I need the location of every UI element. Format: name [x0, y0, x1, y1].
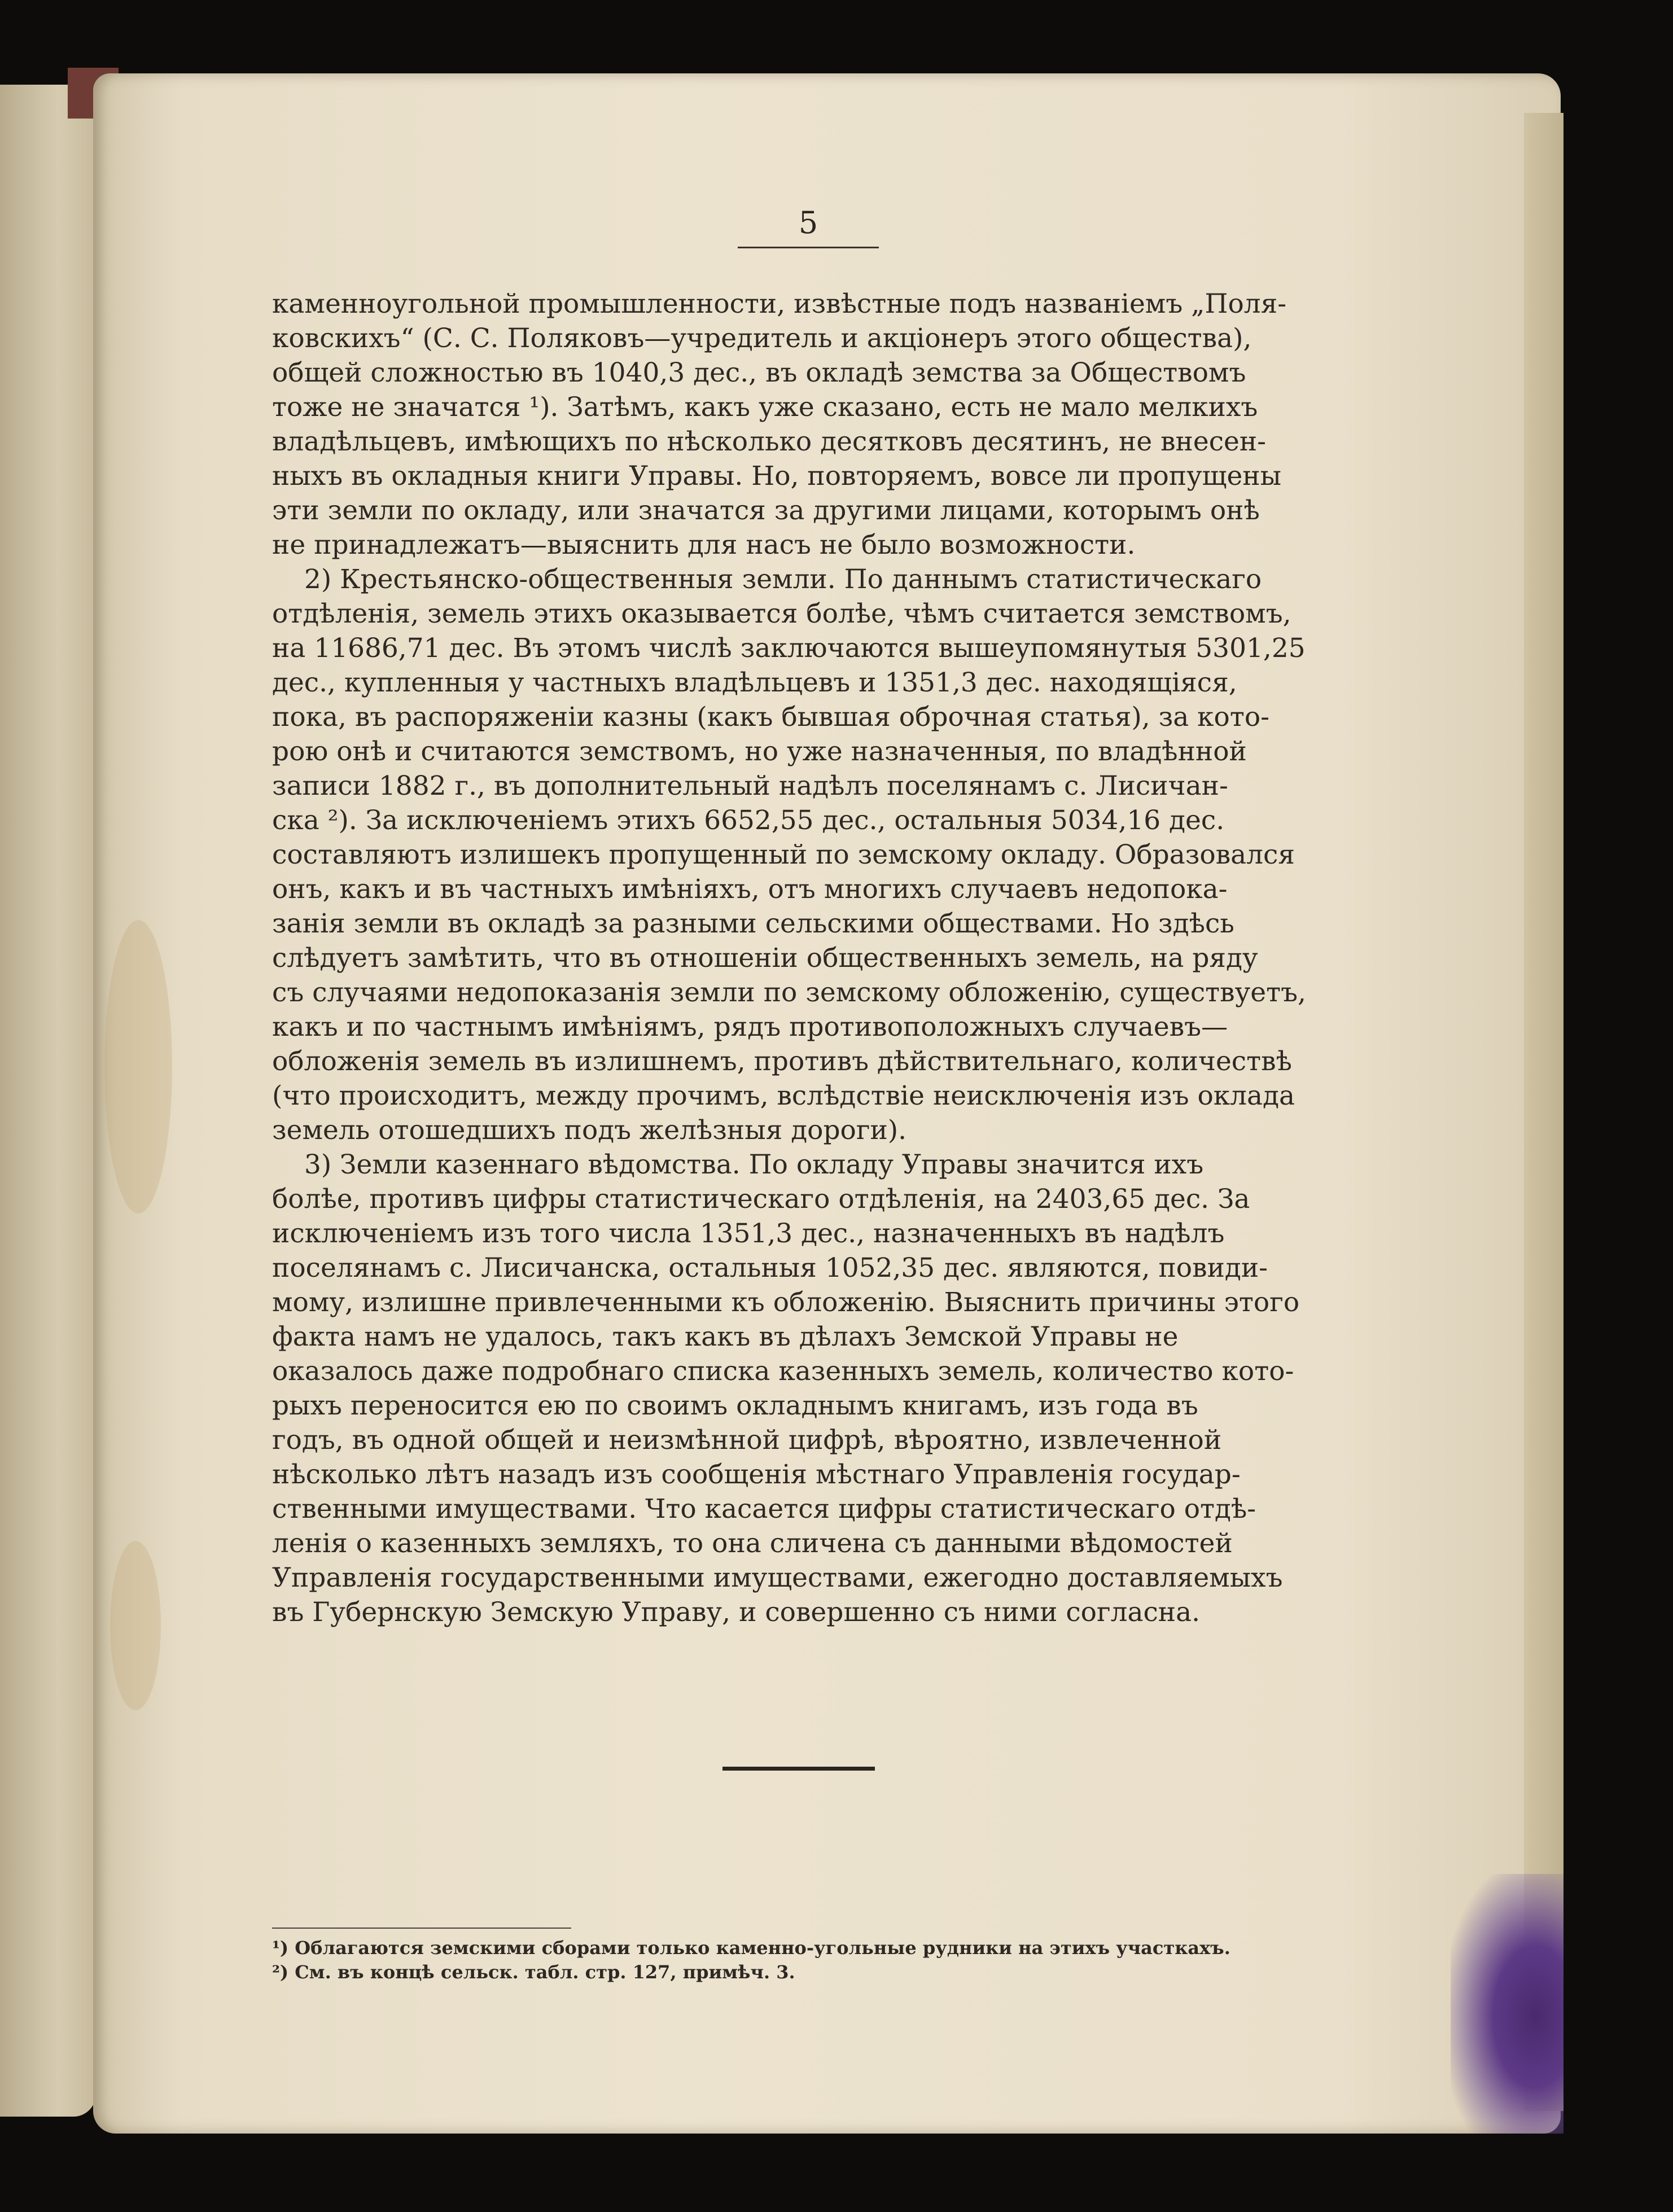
text-line: отдѣленія, земель этихъ оказывается болѣе, чѣмъ считается земствомъ,	[272, 598, 1291, 629]
section-end-rule	[722, 1767, 875, 1771]
footnotes	[272, 1936, 1344, 1985]
text-line: мому, излишне привлеченными къ обложенію. Выяснить причины этого	[272, 1287, 1300, 1318]
text-line: ственными имуществами. Что касается цифры статистическаго отдѣ-	[272, 1493, 1256, 1525]
text-line: нѣсколько лѣтъ назадъ изъ сообщенія мѣстнаго Управленія государ-	[272, 1459, 1241, 1490]
text-line: обложенія земель въ излишнемъ, противъ дѣйствительнаго, количествѣ	[272, 1046, 1292, 1077]
text-line: болѣе, противъ цифры статистическаго отдѣленія, на 2403,65 дес. За	[272, 1184, 1250, 1215]
text-line: ныхъ въ окладныя книги Управы. Но, повторяемъ, вовсе ли пропущены	[272, 461, 1282, 492]
page-stack-edge	[1524, 113, 1563, 2111]
footnote: ²) См. въ концѣ сельск. табл. стр. 127, примѣч. 3.	[272, 1961, 795, 1983]
text-line: поселянамъ с. Лисичанска, остальныя 1052,35 дес. являются, повиди-	[272, 1252, 1268, 1284]
text-line: земель отошедшихъ подъ желѣзныя дороги).	[272, 1115, 907, 1146]
text-line: въ Губернскую Земскую Управу, и совершенно съ ними согласна.	[272, 1597, 1201, 1628]
text-line: какъ и по частнымъ имѣніямъ, рядъ противоположныхъ случаевъ—	[272, 1011, 1228, 1043]
water-stain	[110, 1541, 161, 1710]
text-line: занія земли въ окладѣ за разными сельскими обществами. Но здѣсь	[272, 908, 1234, 939]
text-line: онъ, какъ и въ частныхъ имѣніяхъ, отъ многихъ случаевъ недопока-	[272, 874, 1228, 905]
body-text	[272, 287, 1336, 1630]
text-line: рыхъ переносится ею по своимъ окладнымъ книгамъ, изъ года въ	[272, 1390, 1198, 1421]
text-line: каменноугольной промышленности, извѣстные подъ названіемъ „Поля-	[272, 288, 1287, 319]
text-line: 3) Земли казеннаго вѣдомства. По окладу Управы значится ихъ	[304, 1149, 1204, 1180]
footnote-rule	[272, 1928, 571, 1929]
text-line: ленія о казенныхъ земляхъ, то она сличена съ данными вѣдомостей	[272, 1528, 1233, 1559]
text-line: Управленія государственными имуществами, ежегодно доставляемыхъ	[272, 1562, 1283, 1593]
text-line: записи 1882 г., въ дополнительный надѣлъ поселянамъ с. Лисичан-	[272, 770, 1228, 801]
text-line: общей сложностью въ 1040,3 дес., въ окладѣ земства за Обществомъ	[272, 357, 1246, 388]
text-line: 2) Крестьянско-общественныя земли. По даннымъ статистическаго	[304, 564, 1262, 595]
ink-stain	[1451, 1874, 1563, 2134]
text-line: исключеніемъ изъ того числа 1351,3 дес., назначенныхъ въ надѣлъ	[272, 1218, 1225, 1249]
facing-page-edge	[0, 85, 96, 2117]
text-line: тоже не значатся ¹). Затѣмъ, какъ уже сказано, есть не мало мелкихъ	[272, 392, 1258, 423]
text-line: рою онѣ и считаются земствомъ, но уже назначенныя, по владѣнной	[272, 736, 1247, 767]
text-line: слѣдуетъ замѣтить, что въ отношеніи общественныхъ земель, на ряду	[272, 943, 1258, 974]
text-line: владѣльцевъ, имѣющихъ по нѣсколько десятковъ десятинъ, не внесен-	[272, 426, 1267, 457]
text-line: ковскихъ“ (С. С. Поляковъ—учредитель и акціонеръ этого общества),	[272, 323, 1252, 354]
page-number-rule	[738, 247, 879, 248]
text-line: оказалось даже подробнаго списка казенныхъ земель, количество кото-	[272, 1356, 1294, 1387]
text-line: факта намъ не удалось, такъ какъ въ дѣлахъ Земской Управы не	[272, 1321, 1179, 1352]
text-line: эти земли по окладу, или значатся за другими лицами, которымъ онѣ	[272, 495, 1260, 526]
page-number: 5	[798, 205, 818, 240]
water-stain	[104, 920, 172, 1214]
text-line: на 11686,71 дес. Въ этомъ числѣ заключаются вышеупомянутыя 5301,25	[272, 633, 1306, 664]
text-line: годъ, въ одной общей и неизмѣнной цифрѣ, вѣроятно, извлеченной	[272, 1425, 1222, 1456]
text-line: не принадлежатъ—выяснить для насъ не было возможности.	[272, 529, 1136, 560]
text-line: (что происходитъ, между прочимъ, вслѣдствіе неисключенія изъ оклада	[272, 1080, 1295, 1111]
text-line: пока, въ распоряженіи казны (какъ бывшая оброчная статья), за кото-	[272, 702, 1270, 733]
text-line: съ случаями недопоказанія земли по земскому обложенію, существуетъ,	[272, 977, 1306, 1008]
footnote: ¹) Облагаются земскими сборами только каменно-угольные рудники на этихъ участкахъ.	[272, 1937, 1230, 1959]
text-line: составляютъ излишекъ пропущенный по земскому окладу. Образовался	[272, 839, 1295, 870]
text-line: ска ²). За исключеніемъ этихъ 6652,55 дес., остальныя 5034,16 дес.	[272, 805, 1225, 836]
text-line: дес., купленныя у частныхъ владѣльцевъ и 1351,3 дес. находящіяся,	[272, 667, 1237, 698]
